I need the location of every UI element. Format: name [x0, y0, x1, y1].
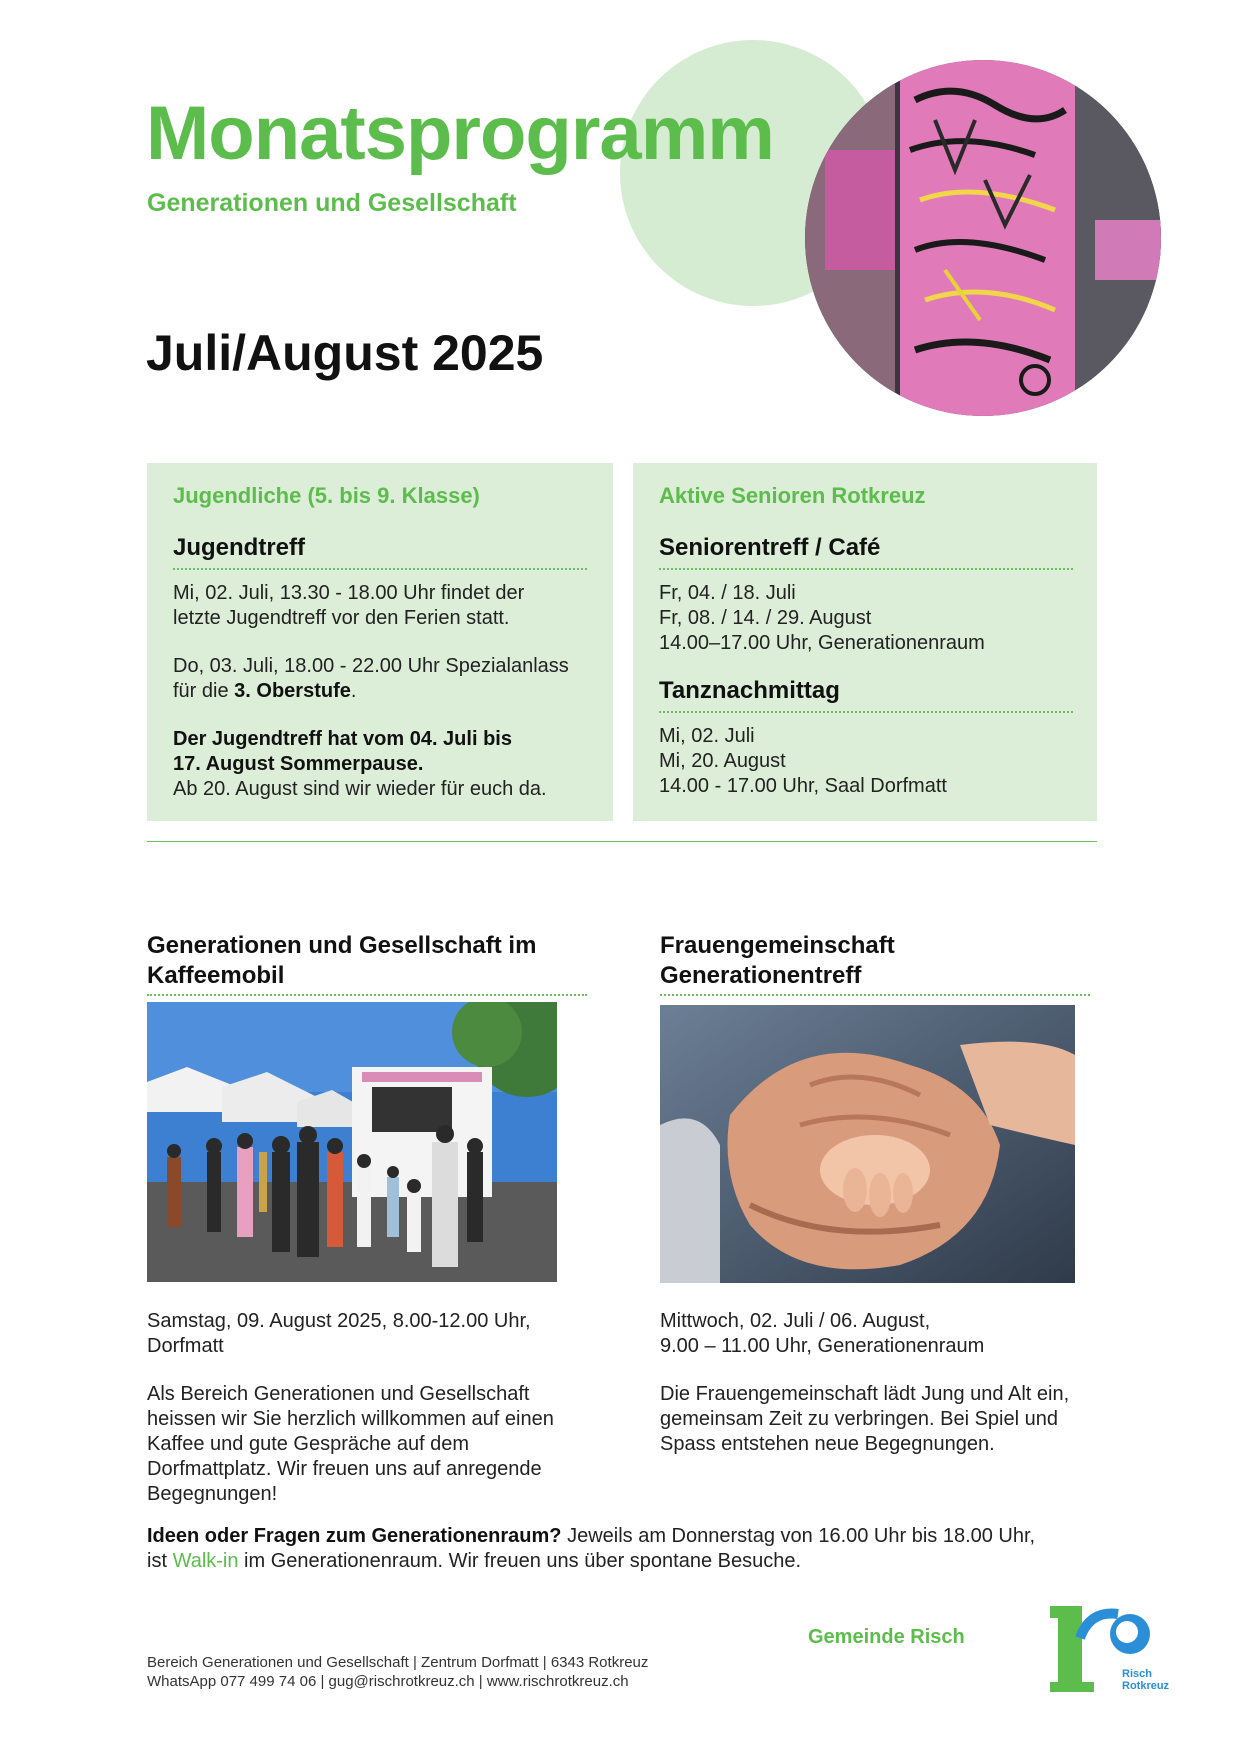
- text-line: Dorfmatt: [147, 1335, 224, 1357]
- footer-contact: [147, 1653, 787, 1691]
- graffiti-photo: [805, 60, 1161, 416]
- gemeinde-label: Gemeinde Risch: [808, 1626, 965, 1648]
- page-subtitle: Generationen und Gesellschaft: [147, 189, 517, 217]
- text-line: 14.00 - 17.00 Uhr, Saal Dorfmatt: [659, 775, 947, 797]
- text-line: 14.00–17.00 Uhr, Generationenraum: [659, 632, 985, 654]
- section-divider: [147, 841, 1097, 842]
- kaffeemobil-photo: [147, 1002, 557, 1282]
- text-line: Fr, 04. / 18. Juli: [659, 582, 796, 604]
- text-line: Mittwoch, 02. Juli / 06. August,: [660, 1310, 931, 1332]
- title-line: Generationentreff: [660, 962, 862, 989]
- info-line-2: ist Walk-in im Generationenraum. Wir freuen uns über spontane Besuche.: [147, 1550, 802, 1572]
- bold-oberstufe: 3. Oberstufe: [234, 680, 351, 702]
- hands-photo: [660, 1005, 1075, 1283]
- tanznachmittag-text: [659, 724, 1079, 799]
- title-line: Generationen und Gesellschaft im: [147, 932, 537, 959]
- month-heading: Juli/August 2025: [146, 325, 544, 381]
- text-line: Ab 20. August sind wir wieder für euch da.: [173, 778, 547, 800]
- title-line: Frauengemeinschaft: [660, 932, 895, 959]
- section-title-tanznachmittag: Tanznachmittag: [659, 677, 1073, 713]
- section-title-jugendtreff: Jugendtreff: [173, 534, 587, 570]
- text-line: Kaffee und gute Gespräche auf dem: [147, 1433, 470, 1455]
- text-line: Mi, 20. August: [659, 750, 786, 772]
- generationenraum-info: [147, 1524, 1107, 1574]
- walk-in-label: Walk-in: [172, 1550, 239, 1572]
- text-line: für die 3. Oberstufe.: [173, 680, 357, 702]
- risch-rotkreuz-logo: [1050, 1598, 1180, 1698]
- text-line: Der Jugendtreff hat vom 04. Juli bis: [173, 728, 512, 750]
- box-heading-jugendliche: Jugendliche (5. bis 9. Klasse): [173, 483, 480, 508]
- text-line: Spass entstehen neue Begegnungen.: [660, 1433, 995, 1455]
- text-line: letzte Jugendtreff vor den Ferien statt.: [173, 607, 510, 629]
- jugendliche-box: [147, 463, 613, 821]
- text-line: Die Frauengemeinschaft lädt Jung und Alt ein,: [660, 1383, 1070, 1405]
- kaffeemobil-title: [147, 931, 587, 996]
- text-line: Dorfmattplatz. Wir freuen uns auf anregende: [147, 1458, 542, 1480]
- footer-line: WhatsApp 077 499 74 06 | gug@rischrotkreuz.ch | www.rischrotkreuz.ch: [147, 1673, 629, 1690]
- text-line: 9.00 – 11.00 Uhr, Generationenraum: [660, 1335, 985, 1357]
- text-line: Mi, 02. Juli: [659, 725, 755, 747]
- section-title-seniorentreff: Seniorentreff / Café: [659, 534, 1073, 570]
- frauengemeinschaft-text: [660, 1309, 1100, 1457]
- footer-line: Bereich Generationen und Gesellschaft | Zentrum Dorfmatt | 6343 Rotkreuz: [147, 1654, 649, 1671]
- page-title: Monatsprogramm: [146, 91, 774, 176]
- text-line: Mi, 02. Juli, 13.30 - 18.00 Uhr findet der: [173, 582, 525, 604]
- text-line: Do, 03. Juli, 18.00 - 22.00 Uhr Spezialanlass: [173, 655, 569, 677]
- text-line: Samstag, 09. August 2025, 8.00-12.00 Uhr,: [147, 1310, 531, 1332]
- logo-text: Risch Rotkreuz: [1122, 1668, 1170, 1692]
- text-line: gemeinsam Zeit zu verbringen. Bei Spiel und: [660, 1408, 1058, 1430]
- frauengemeinschaft-title: [660, 931, 1090, 996]
- senioren-box: [633, 463, 1097, 821]
- title-line: Kaffeemobil: [147, 962, 285, 989]
- info-line-1: Ideen oder Fragen zum Generationenraum? Jeweils am Donnerstag von 16.00 Uhr bis 18.00 Uhr,: [147, 1525, 1036, 1547]
- text-line: Begegnungen!: [147, 1483, 278, 1505]
- text-line: Fr, 08. / 14. / 29. August: [659, 607, 872, 629]
- jugendtreff-text: [173, 581, 593, 802]
- text-line: heissen wir Sie herzlich willkommen auf einen: [147, 1408, 554, 1430]
- kaffeemobil-text: [147, 1309, 587, 1507]
- text-line: Als Bereich Generationen und Gesellschaft: [147, 1383, 530, 1405]
- box-heading-senioren: Aktive Senioren Rotkreuz: [659, 483, 926, 508]
- seniorentreff-text: [659, 581, 1079, 656]
- text-line: 17. August Sommerpause.: [173, 753, 424, 775]
- info-question: Ideen oder Fragen zum Generationenraum?: [147, 1525, 562, 1547]
